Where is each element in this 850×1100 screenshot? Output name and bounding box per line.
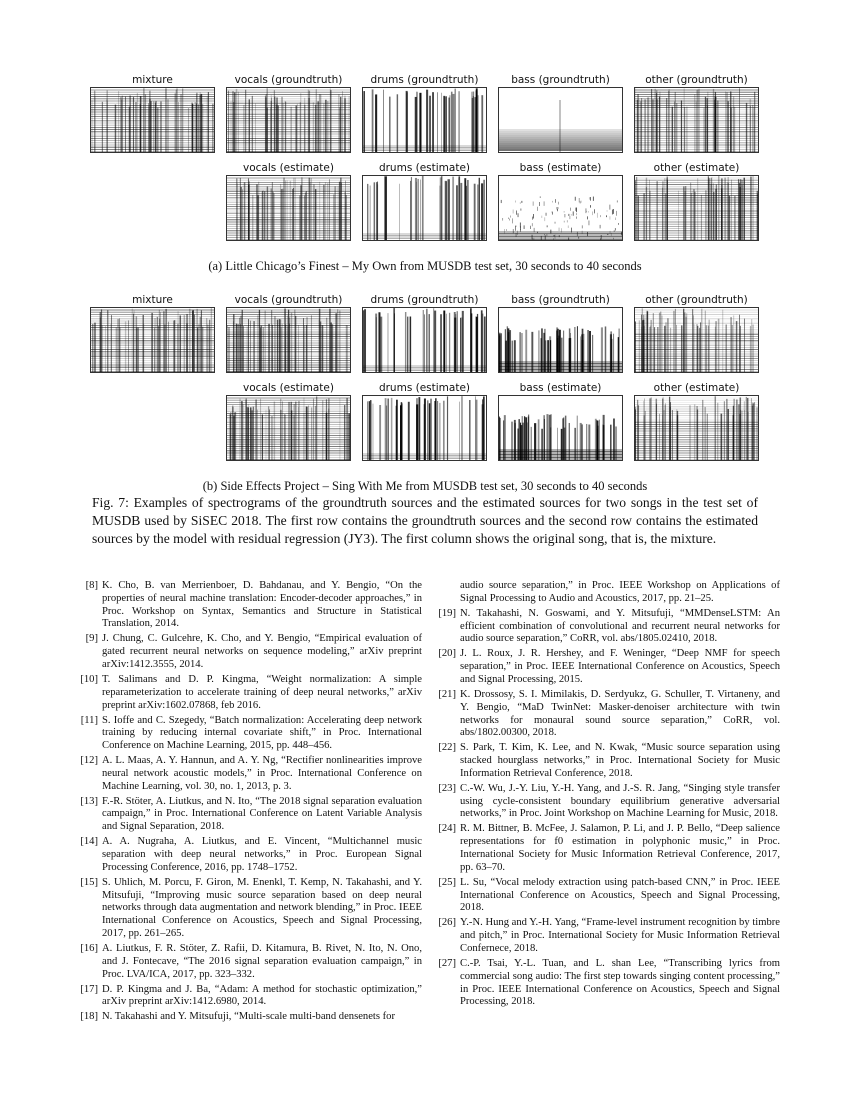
reference-text: A. A. Nugraha, A. Liutkus, and E. Vincent, “Multichannel music separation with deep neural networks,” in Proc. European Signal Processing Conference, 2016, pp. 1748–1752. bbox=[102, 836, 422, 873]
spectrogram-b-other-groundtruth bbox=[634, 294, 759, 373]
reference-text: N. Takahashi and Y. Mitsufuji, “Multi-scale multi-band densenets for bbox=[102, 1011, 395, 1023]
reference-text: S. Ioffe and C. Szegedy, “Batch normalization: Accelerating deep network training by reducing internal covariate shift,” in Proc. International Conference on Machine Learning, 2015, pp. 448–456. bbox=[102, 714, 422, 752]
reference-entry bbox=[430, 742, 780, 780]
reference-text: K. Drossosy, S. I. Mimilakis, D. Serdyukz, G. Schuller, T. Virtaneny, and Y. Bengio, “MaD TwinNet: Masker-denoiser architecture with twin networks for monaural sound source separation,” CoRR, vol. abs/1802.00300, 2018. bbox=[460, 688, 780, 739]
spectrogram-image bbox=[498, 87, 623, 153]
spectrogram-texture bbox=[363, 88, 486, 152]
reference-number: [10] bbox=[80, 673, 98, 685]
spectrogram-title: bass (groundtruth) bbox=[511, 74, 610, 86]
reference-text: J. L. Roux, J. R. Hershey, and F. Weninger, “Deep NMF for speech separation,” in Proc. IEEE International Conference on Acoustics, Speech and Signal Processing, 2015. bbox=[460, 648, 780, 685]
reference-text: S. Park, T. Kim, K. Lee, and N. Kwak, “Music source separation using stacked hourglass networks,” in Proc. International Society for Music Information Retrieval Conference, 2018. bbox=[460, 742, 780, 779]
spectrogram-title: other (estimate) bbox=[653, 382, 740, 394]
spectrogram-image bbox=[498, 175, 623, 241]
spectrogram-b-vocals-estimate bbox=[226, 382, 351, 461]
spectrogram-image bbox=[634, 395, 759, 461]
references-right-column bbox=[430, 580, 780, 1011]
spectrogram-image bbox=[634, 307, 759, 373]
spectrogram-texture bbox=[363, 308, 486, 372]
spectrogram-image bbox=[90, 307, 215, 373]
spectrogram-image bbox=[498, 395, 623, 461]
spectrogram-texture bbox=[635, 396, 758, 460]
spectrogram-a-mixture bbox=[90, 74, 215, 153]
spectrogram-texture bbox=[227, 308, 350, 372]
reference-text: S. Uhlich, M. Porcu, F. Giron, M. Enenkl, T. Kemp, N. Takahashi, and Y. Mitsufuji, “Improving music source separation based on deep neural networks through data augmentation and network blending,” in Proc. IEEE International Conference on Acoustics, Speech and Signal Processing, 2017, pp. 261–265. bbox=[102, 876, 422, 940]
reference-number: [27] bbox=[438, 958, 456, 969]
spectrogram-title: vocals (estimate) bbox=[243, 382, 334, 394]
reference-number: [13] bbox=[80, 795, 98, 807]
reference-number: [12] bbox=[80, 755, 98, 767]
spectrogram-b-mixture bbox=[90, 294, 215, 373]
reference-entry bbox=[72, 877, 422, 941]
spectrogram-b-vocals-groundtruth bbox=[226, 294, 351, 373]
reference-entry bbox=[430, 608, 780, 646]
spectrogram-texture bbox=[499, 176, 622, 240]
reference-entry bbox=[72, 755, 422, 793]
spectrogram-title: vocals (estimate) bbox=[243, 162, 334, 174]
reference-text: A. Liutkus, F. R. Stöter, Z. Rafii, D. Kitamura, B. Rivet, N. Ito, N. Ono, and J. Fontecave, “The 2016 signal separation evaluation campaign,” in Proc. LVA/ICA, 2017, pp. 323–332. bbox=[102, 943, 422, 980]
spectrogram-image bbox=[90, 87, 215, 153]
spectrogram-title: mixture bbox=[132, 74, 173, 86]
reference-text: C.-P. Tsai, Y.-L. Tuan, and L. shan Lee, “Transcribing lyrics from commercial song audio: The first step towards singing content processing,” in Proc. IEEE International Conference on Acoustics, Speech and Signal Processing, 2018. bbox=[460, 958, 780, 1008]
spectrogram-texture bbox=[227, 396, 350, 460]
reference-number: [16] bbox=[80, 943, 98, 955]
spectrogram-title: bass (estimate) bbox=[519, 382, 602, 394]
spectrogram-a-vocals-estimate bbox=[226, 162, 351, 241]
spectrogram-texture bbox=[635, 308, 758, 372]
spectrogram-b-bass-groundtruth bbox=[498, 294, 623, 373]
reference-text: A. L. Maas, A. Y. Hannun, and A. Y. Ng, “Rectifier nonlinearities improve neural network acoustic models,” in Proc. International Conference on Machine Learning, vol. 30, no. 1, 2013, p. 3. bbox=[102, 755, 422, 792]
figure-panel-a bbox=[90, 74, 760, 249]
spectrogram-texture bbox=[363, 176, 486, 240]
spectrogram-image bbox=[226, 395, 351, 461]
reference-number: [11] bbox=[80, 714, 98, 726]
reference-entry bbox=[72, 633, 422, 671]
spectrogram-a-vocals-groundtruth bbox=[226, 74, 351, 153]
spectrogram-image bbox=[498, 307, 623, 373]
spectrogram-title: other (groundtruth) bbox=[645, 294, 748, 306]
reference-number: [17] bbox=[80, 983, 98, 995]
spectrogram-title: other (groundtruth) bbox=[645, 74, 748, 86]
reference-number: [23] bbox=[438, 782, 456, 794]
reference-text: T. Salimans and D. P. Kingma, “Weight normalization: A simple reparameterization to accelerate training of deep neural networks,” arXiv preprint arXiv:1602.07868, feb 2016. bbox=[102, 673, 422, 711]
spectrogram-title: vocals (groundtruth) bbox=[234, 74, 343, 86]
spectrogram-texture bbox=[91, 308, 214, 372]
spectrogram-b-other-estimate bbox=[634, 382, 759, 461]
spectrogram-texture bbox=[227, 88, 350, 152]
spectrogram-title: other (estimate) bbox=[653, 162, 740, 174]
reference-entry bbox=[72, 836, 422, 874]
reference-number: [22] bbox=[438, 742, 456, 754]
reference-entry bbox=[430, 877, 780, 915]
spectrogram-title: drums (estimate) bbox=[378, 382, 471, 394]
spectrogram-texture bbox=[499, 396, 622, 460]
spectrogram-b-drums-estimate bbox=[362, 382, 487, 461]
reference-number: [21] bbox=[438, 688, 456, 700]
reference-number: [24] bbox=[438, 823, 456, 835]
reference-text: D. P. Kingma and J. Ba, “Adam: A method for stochastic optimization,” arXiv preprint arXiv:1412.6980, 2014. bbox=[102, 983, 422, 1008]
reference-number: [15] bbox=[80, 876, 98, 888]
reference-number: [19] bbox=[438, 607, 456, 619]
spectrogram-texture bbox=[499, 308, 622, 372]
spectrogram-a-bass-groundtruth bbox=[498, 74, 623, 153]
reference-entry bbox=[72, 796, 422, 834]
spectrogram-title: bass (groundtruth) bbox=[511, 294, 610, 306]
reference-text: K. Cho, B. van Merrienboer, D. Bahdanau, and Y. Bengio, “On the properties of neural machine translation: Encoder-decoder approaches,” in Proc. Workshop on Syntax, Semantics and Structure in Statistical Translation, 2014. bbox=[102, 580, 422, 630]
reference-entry bbox=[72, 715, 422, 753]
reference-text: J. Chung, C. Gulcehre, K. Cho, and Y. Bengio, “Empirical evaluation of gated recurrent neural networks on sequence modeling,” arXiv preprint arXiv:1412.3555, 2014. bbox=[102, 633, 422, 670]
spectrogram-texture bbox=[499, 88, 622, 152]
reference-text: C.-W. Wu, J.-Y. Liu, Y.-H. Yang, and J.-S. R. Jang, “Singing style transfer using cycle-consistent boundary equilibrium generative adversarial networks,” in Proc. Joint Workshop on Machine Learning for Music, 2018. bbox=[460, 782, 780, 820]
spectrogram-texture bbox=[635, 88, 758, 152]
reference-entry bbox=[72, 580, 422, 631]
spectrogram-image bbox=[226, 307, 351, 373]
reference-number: [18] bbox=[80, 1011, 98, 1023]
reference-text: Y.-N. Hung and Y.-H. Yang, “Frame-level instrument recognition by timbre and pitch,” in Proc. International Society for Music Information Retrieval Confernece, 2018. bbox=[460, 917, 780, 955]
figure-caption: Fig. 7: Examples of spectrograms of the groundtruth sources and the estimated sources for two songs in the test set of MUSDB used by SiSEC 2018. The first row contains the groundtruth sources and the second row contains the estimated sources by the model with residual regression (JY3). The first column shows the original song, that is, the mixture. bbox=[92, 495, 758, 546]
spectrogram-title: drums (groundtruth) bbox=[370, 74, 479, 86]
reference-continuation: audio source separation,” in Proc. IEEE Workshop on Applications of Signal Processing to Audio and Acoustics, 2017, pp. 21–25. bbox=[460, 580, 780, 604]
spectrogram-a-other-estimate bbox=[634, 162, 759, 241]
spectrogram-title: vocals (groundtruth) bbox=[234, 294, 343, 306]
reference-text: N. Takahashi, N. Goswami, and Y. Mitsufuji, “MMDenseLSTM: An efficient combination of convolutional and recurrent neural networks for audio source separation,” CoRR, vol. abs/1805.02410, 2018. bbox=[460, 607, 780, 645]
reference-entry bbox=[72, 674, 422, 712]
spectrogram-a-drums-estimate bbox=[362, 162, 487, 241]
spectrogram-texture bbox=[91, 88, 214, 152]
reference-number: [20] bbox=[438, 648, 456, 660]
spectrogram-title: drums (estimate) bbox=[378, 162, 471, 174]
spectrogram-title: bass (estimate) bbox=[519, 162, 602, 174]
reference-number: [14] bbox=[80, 836, 98, 848]
reference-number: [8] bbox=[85, 580, 98, 591]
reference-entry bbox=[430, 917, 780, 955]
spectrogram-texture bbox=[635, 176, 758, 240]
reference-entry bbox=[72, 1011, 422, 1024]
spectrogram-texture bbox=[227, 176, 350, 240]
spectrogram-image bbox=[362, 307, 487, 373]
reference-text: R. M. Bittner, B. McFee, J. Salamon, P. Li, and J. P. Bello, “Deep salience representations for f0 estimation in polyphonic music,” in Proc. International Society for Music Information Retrieval Conference, 2017, pp. 63–70. bbox=[460, 823, 780, 873]
spectrogram-b-bass-estimate bbox=[498, 382, 623, 461]
reference-entry bbox=[430, 958, 780, 1009]
spectrogram-image bbox=[226, 175, 351, 241]
spectrogram-image bbox=[362, 87, 487, 153]
figure-panel-b bbox=[90, 294, 760, 469]
spectrogram-image bbox=[226, 87, 351, 153]
spectrogram-image bbox=[362, 395, 487, 461]
references-left-column bbox=[72, 580, 422, 1026]
reference-entry bbox=[72, 943, 422, 981]
spectrogram-a-bass-estimate bbox=[498, 162, 623, 241]
subcaption-a: (a) Little Chicago’s Finest – My Own from MUSDB test set, 30 seconds to 40 seconds bbox=[208, 259, 642, 273]
reference-number: [26] bbox=[438, 917, 456, 929]
reference-entry bbox=[430, 783, 780, 821]
reference-entry bbox=[430, 689, 780, 740]
reference-number: [9] bbox=[85, 633, 98, 645]
spectrogram-image bbox=[634, 87, 759, 153]
reference-entry bbox=[430, 648, 780, 686]
reference-entry bbox=[72, 984, 422, 1010]
reference-text: F.-R. Stöter, A. Liutkus, and N. Ito, “The 2018 signal separation evaluation campaign,” in Proc. International Conference on Latent Variable Analysis and Signal Separation, 2018. bbox=[102, 795, 422, 833]
reference-number: [25] bbox=[438, 876, 456, 888]
spectrogram-a-other-groundtruth bbox=[634, 74, 759, 153]
reference-text: L. Su, “Vocal melody extraction using patch-based CNN,” in Proc. IEEE International Conference on Acoustics, Speech and Signal Processing, 2018. bbox=[460, 876, 780, 914]
spectrogram-image bbox=[362, 175, 487, 241]
spectrogram-a-drums-groundtruth bbox=[362, 74, 487, 153]
spectrogram-image bbox=[634, 175, 759, 241]
spectrogram-title: mixture bbox=[132, 294, 173, 306]
subcaption-b: (b) Side Effects Project – Sing With Me from MUSDB test set, 30 seconds to 40 seconds bbox=[202, 479, 648, 493]
spectrogram-texture bbox=[363, 396, 486, 460]
reference-entry bbox=[430, 823, 780, 874]
spectrogram-title: drums (groundtruth) bbox=[370, 294, 479, 306]
spectrogram-b-drums-groundtruth bbox=[362, 294, 487, 373]
